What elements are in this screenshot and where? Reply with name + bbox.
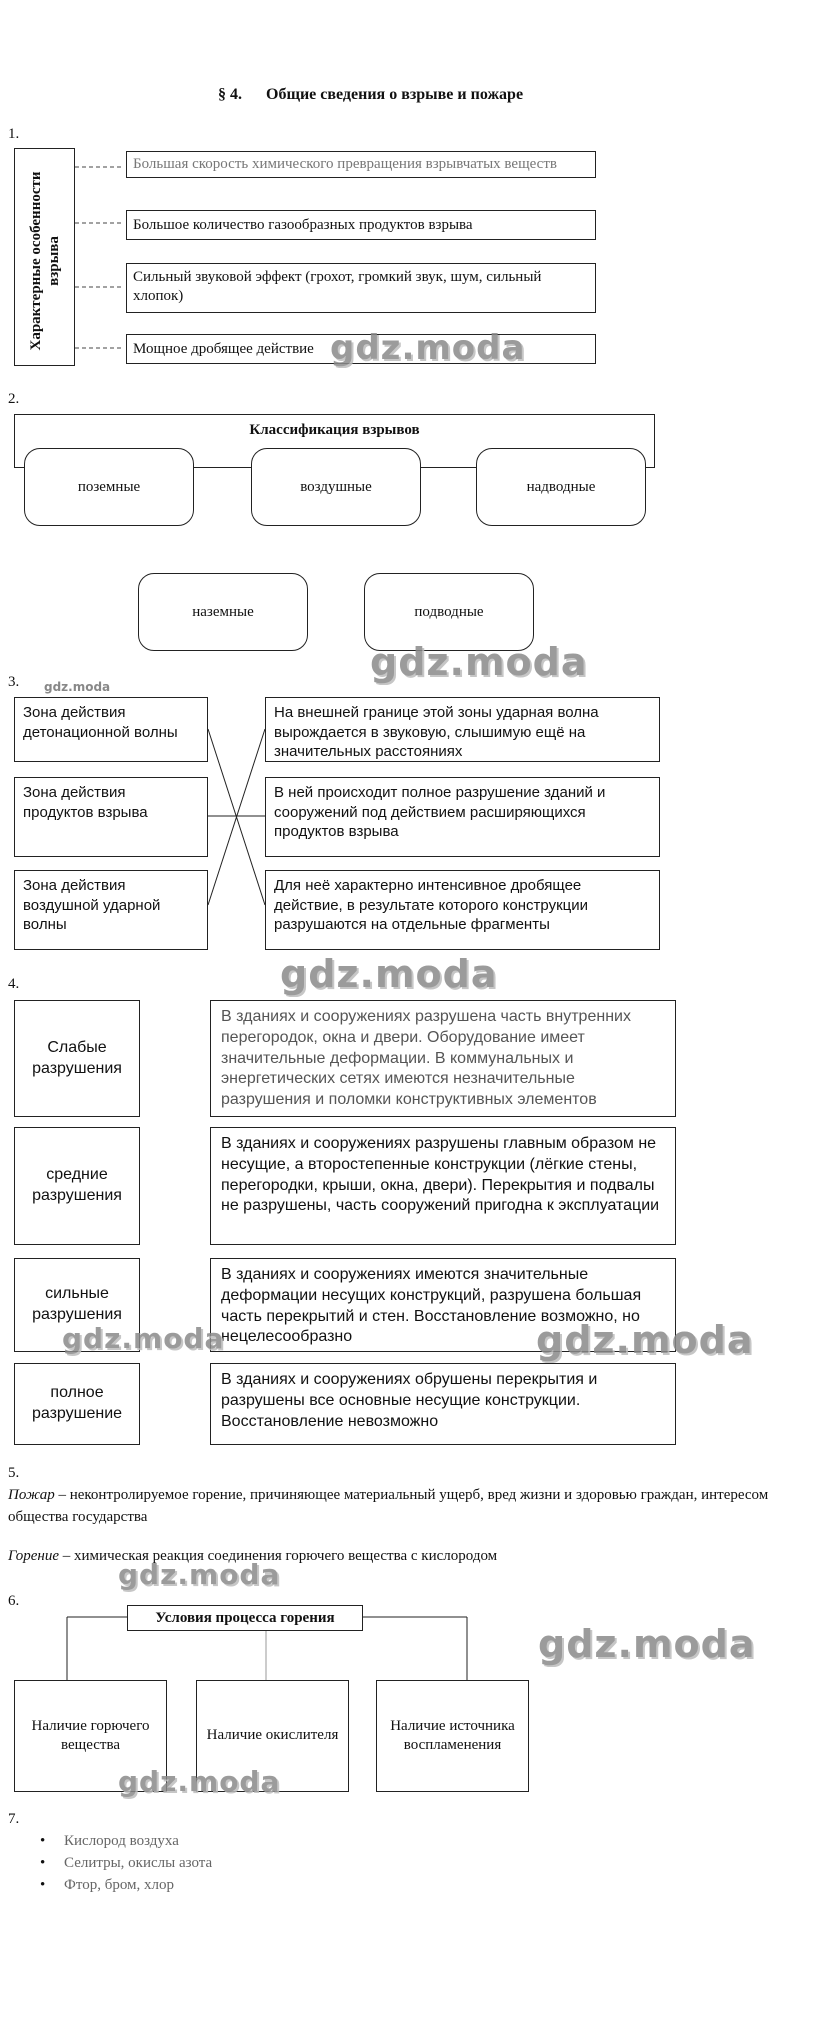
damage-description: В зданиях и сооружениях имеются значительные деформации несущих конструкций, разрушена большая часть перекрытий и стен. Восстановление возможно, но нецелесообразно — [210, 1258, 676, 1352]
fire-term: Пожар — [8, 1487, 55, 1503]
combustion-condition: Наличие горючего вещества — [14, 1680, 167, 1792]
zone-label: Зона действия воздушной ударной волны — [14, 870, 208, 950]
combustion-condition: Наличие окислителя — [196, 1680, 349, 1792]
zone-description: На внешней границе этой зоны ударная волна вырождается в звуковую, слышимую ещё на значительных расстояниях — [265, 697, 660, 762]
explosion-type-box: воздушные — [251, 448, 421, 526]
small-watermark: gdz.moda — [44, 680, 111, 694]
explosion-type-box: наземные — [138, 573, 308, 651]
explosion-features-label: Характерные особенности взрыва — [28, 171, 62, 351]
watermark: gdz.moda — [538, 1622, 756, 1666]
list-item: • Фтор, бром, хлор — [28, 1874, 212, 1896]
zone-label: Зона действия детонационной волны — [14, 697, 208, 762]
section-2-number: 2. — [8, 391, 20, 407]
damage-level: Слабые разрушения — [14, 1000, 140, 1117]
zone-description: В ней происходит полное разрушение зданий и сооружений под действием расширяющихся продуктов взрыва — [265, 777, 660, 857]
feature-item: Мощное дробящее действие — [126, 334, 596, 364]
classification-title: Классификация взрывов — [249, 422, 420, 438]
watermark: gdz.moda — [536, 1318, 754, 1362]
feature-item: Большое количество газообразных продуктов взрыва — [126, 210, 596, 240]
watermark: gdz.moda — [118, 1558, 281, 1591]
watermark: gdz.moda — [118, 1765, 281, 1798]
section-5-number: 5. — [8, 1465, 20, 1481]
zone-label: Зона действия продуктов взрыва — [14, 777, 208, 857]
section-4-number: 4. — [8, 976, 20, 992]
section-3-number: 3. — [8, 674, 20, 690]
explosion-type-box: надводные — [476, 448, 646, 526]
fire-definition — [8, 1485, 798, 1529]
damage-description: В зданиях и сооружениях обрушены перекрытия и разрушены все основные несущие конструкции. Восстановление невозможно — [210, 1363, 676, 1445]
combustion-conditions-title: Условия процесса горения — [127, 1605, 363, 1631]
section-7-number: 7. — [8, 1811, 20, 1827]
damage-description: В зданиях и сооружениях разрушена часть внутренних перегородок, окна и двери. Оборудование имеет значительные деформации. В коммунальных и энергетических сетях имеются незначительные разрушения и поломки конструктивных элементов — [210, 1000, 676, 1117]
section-1-number: 1. — [8, 126, 20, 142]
fire-definition-text: – неконтролируемое горение, причиняющее материальный ущерб, вред жизни и здоровью граждан, интересом общества государства — [8, 1487, 769, 1525]
burning-term: Горение — [8, 1548, 60, 1564]
combustion-condition: Наличие источника воспламенения — [376, 1680, 529, 1792]
oxidizers-list — [28, 1830, 212, 1896]
damage-level: средние разрушения — [14, 1127, 140, 1245]
explosion-type-box: поземные — [24, 448, 194, 526]
watermark: gdz.moda — [330, 328, 526, 368]
watermark: gdz.moda — [62, 1322, 225, 1355]
page-title: § 4. Общие сведения о взрыве и пожаре — [218, 86, 524, 103]
feature-item: Большая скорость химического превращения взрывчатых веществ — [126, 151, 596, 178]
watermark: gdz.moda — [370, 640, 588, 684]
zone-description: Для неё характерно интенсивное дробящее действие, в результате которого конструкции разрушаются на отдельные фрагменты — [265, 870, 660, 950]
burning-definition-text: – химическая реакция соединения горючего вещества с кислородом — [59, 1548, 498, 1564]
section-6-number: 6. — [8, 1593, 20, 1609]
damage-description: В зданиях и сооружениях разрушены главным образом не несущие, а второстепенные конструкции (лёгкие стены, перегородки, крыши, окна, двери). Перекрытия и подвалы не разрушены, часть сооружений пригодна к эксплуатации — [210, 1127, 676, 1245]
list-item: • Кислород воздуха — [28, 1830, 212, 1852]
feature-item: Сильный звуковой эффект (грохот, громкий звук, шум, сильный хлопок) — [126, 263, 596, 313]
damage-level: сильные разрушения — [14, 1258, 140, 1352]
list-item: • Селитры, окислы азота — [28, 1852, 212, 1874]
watermark: gdz.moda — [280, 952, 498, 996]
explosion-type-box: подводные — [364, 573, 534, 651]
explosion-features-label-box — [14, 148, 75, 366]
damage-level: полное разрушение — [14, 1363, 140, 1445]
